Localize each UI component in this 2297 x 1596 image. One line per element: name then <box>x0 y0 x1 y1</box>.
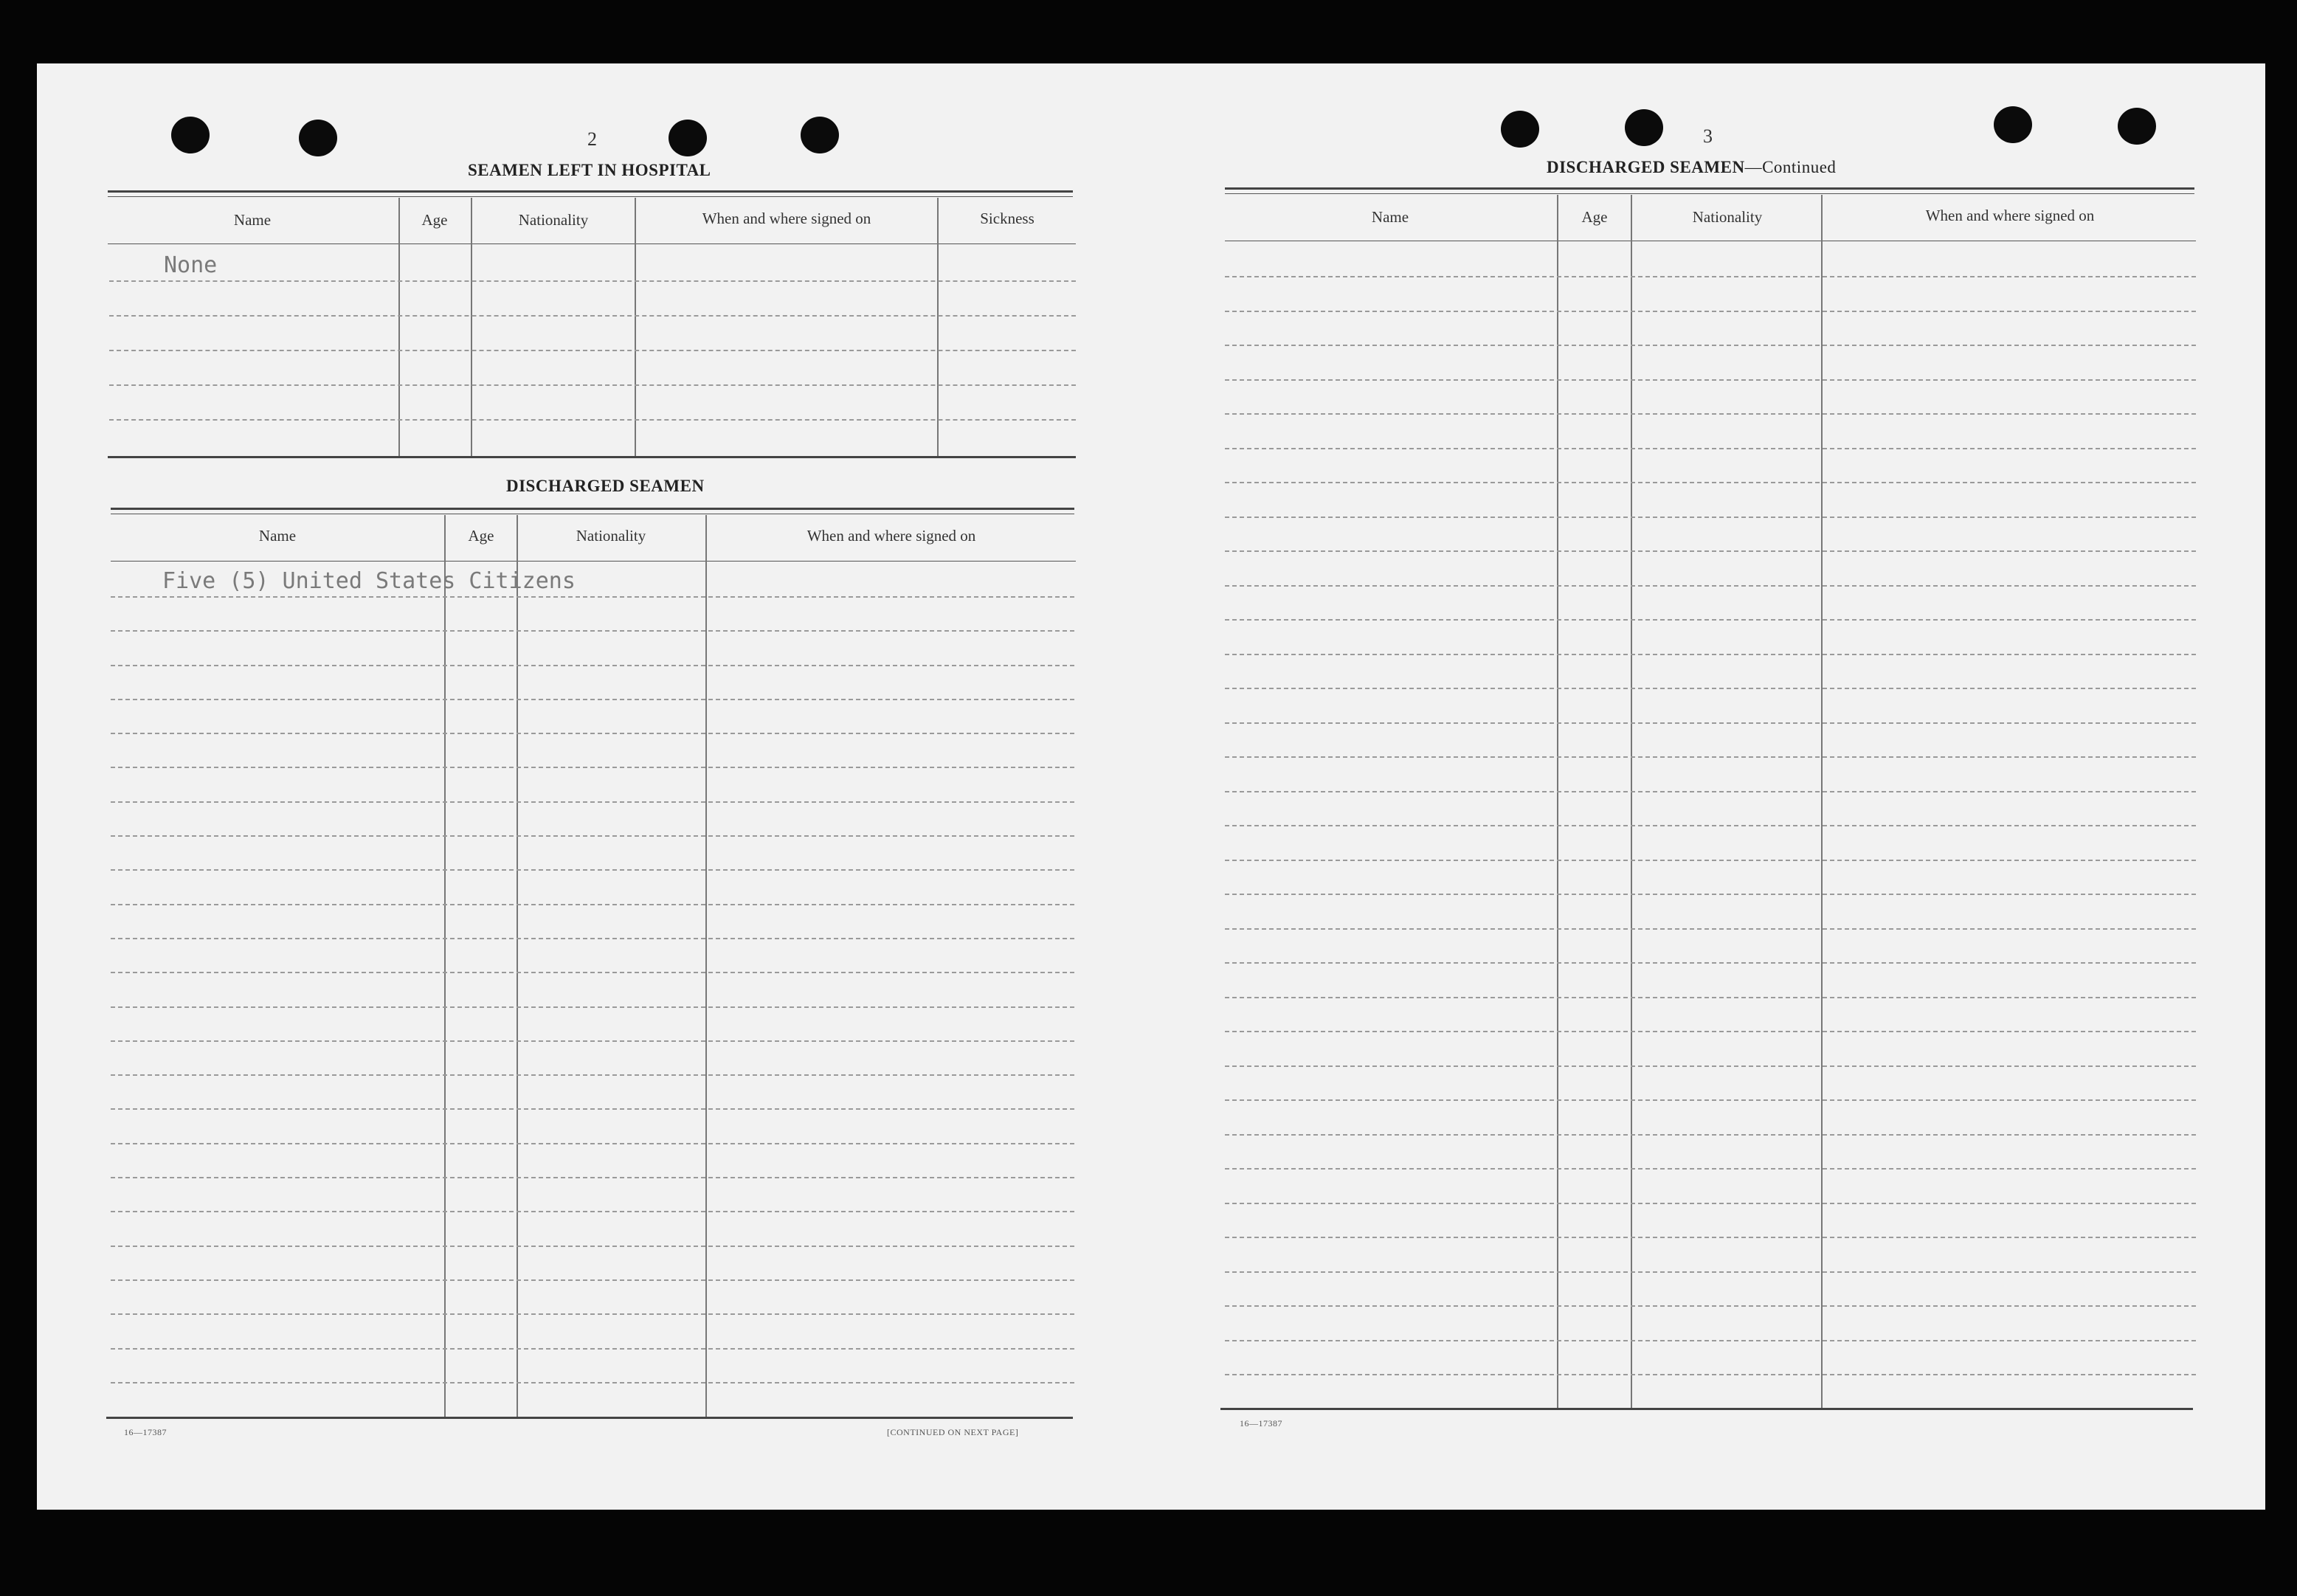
row-ruling-line <box>111 733 1074 734</box>
discharged-header-rule <box>111 561 1076 562</box>
row-ruling-line <box>111 1211 1074 1212</box>
discharged-col-divider <box>517 515 518 1417</box>
row-ruling-line <box>111 630 1074 632</box>
right-table-title <box>1547 158 1836 177</box>
punch-hole <box>299 120 337 156</box>
hospital-header-sickness: Sickness <box>980 210 1034 227</box>
row-ruling-line <box>109 315 1076 317</box>
hospital-top-rule-2 <box>108 196 1073 197</box>
row-ruling-line <box>1225 1237 2196 1238</box>
right-col-divider <box>1557 195 1558 1409</box>
row-ruling-line <box>111 904 1074 905</box>
row-ruling-line <box>111 767 1074 768</box>
row-ruling-line <box>111 835 1074 837</box>
hospital-table-title: SEAMEN LEFT IN HOSPITAL <box>468 161 711 179</box>
form-number-left: 16—17387 <box>124 1427 167 1437</box>
row-ruling-line <box>1225 997 2196 998</box>
row-ruling-line <box>1225 413 2196 415</box>
hospital-header-name: Name <box>233 211 272 229</box>
punch-hole <box>1501 111 1539 148</box>
right-top-rule <box>1225 187 2194 190</box>
right-header-age: Age <box>1581 208 1608 226</box>
row-ruling-line <box>1225 379 2196 381</box>
row-ruling-line <box>1225 1168 2196 1170</box>
punch-hole <box>1625 109 1663 146</box>
row-ruling-line <box>111 1279 1074 1281</box>
right-header-nationality: Nationality <box>1692 208 1763 226</box>
row-ruling-line <box>111 596 1074 598</box>
row-ruling-line <box>109 350 1076 351</box>
right-top-rule-2 <box>1225 193 2194 194</box>
punch-hole <box>2118 108 2156 145</box>
continued-note: [CONTINUED ON NEXT PAGE] <box>887 1427 1019 1437</box>
row-ruling-line <box>1225 1065 2196 1067</box>
row-ruling-line <box>111 1006 1074 1008</box>
row-ruling-line <box>1225 1134 2196 1136</box>
row-ruling-line <box>111 1246 1074 1247</box>
row-ruling-line <box>111 972 1074 973</box>
row-ruling-line <box>1225 585 2196 587</box>
row-ruling-line <box>1225 1340 2196 1341</box>
row-ruling-line <box>111 1040 1074 1042</box>
hospital-top-rule <box>108 190 1073 193</box>
row-ruling-line <box>111 869 1074 871</box>
row-ruling-line <box>111 1074 1074 1076</box>
hospital-header-age: Age <box>421 211 448 229</box>
row-ruling-line <box>1225 619 2196 621</box>
right-col-divider <box>1631 195 1632 1409</box>
row-ruling-line <box>1225 345 2196 346</box>
row-ruling-line <box>1225 688 2196 689</box>
discharged-table-title: DISCHARGED SEAMEN <box>506 477 705 495</box>
row-ruling-line <box>111 1177 1074 1178</box>
row-ruling-line <box>1225 448 2196 449</box>
row-ruling-line <box>1225 654 2196 655</box>
hospital-col-divider <box>937 198 939 456</box>
discharged-header-age: Age <box>468 527 494 545</box>
punch-hole <box>801 117 839 153</box>
row-ruling-line <box>1225 860 2196 861</box>
row-ruling-line <box>111 801 1074 803</box>
row-ruling-line <box>111 1382 1074 1383</box>
row-ruling-line <box>111 1143 1074 1144</box>
row-ruling-line <box>111 1313 1074 1315</box>
hospital-col-divider <box>471 198 472 456</box>
row-ruling-line <box>111 699 1074 700</box>
form-number-right: 16—17387 <box>1240 1418 1282 1429</box>
row-ruling-line <box>1225 1099 2196 1101</box>
row-ruling-line <box>111 1348 1074 1350</box>
right-header-name: Name <box>1371 208 1409 226</box>
row-ruling-line <box>1225 962 2196 964</box>
right-table-title-bold: DISCHARGED SEAMEN <box>1547 158 1745 176</box>
right-col-divider <box>1821 195 1823 1409</box>
row-ruling-line <box>1225 550 2196 552</box>
hospital-header-rule <box>108 243 1076 244</box>
discharged-col-divider <box>705 515 707 1417</box>
row-ruling-line <box>109 280 1076 282</box>
hospital-entry-text: None <box>164 252 218 278</box>
discharged-bottom-rule <box>106 1417 1073 1419</box>
hospital-header-signed-on: When and where signed on <box>702 210 871 227</box>
row-ruling-line <box>1225 825 2196 826</box>
row-ruling-line <box>1225 1031 2196 1032</box>
discharged-col-divider <box>444 515 446 1417</box>
page-number-right: 3 <box>1703 125 1713 147</box>
row-ruling-line <box>111 1108 1074 1110</box>
row-ruling-line <box>1225 1203 2196 1204</box>
discharged-header-nationality: Nationality <box>576 527 646 545</box>
row-ruling-line <box>109 419 1076 421</box>
row-ruling-line <box>111 665 1074 666</box>
row-ruling-line <box>1225 791 2196 792</box>
row-ruling-line <box>1225 894 2196 895</box>
right-header-signed-on: When and where signed on <box>1925 207 2095 224</box>
right-table-title-suffix: —Continued <box>1744 158 1837 176</box>
discharged-top-rule <box>111 508 1074 510</box>
row-ruling-line <box>1225 482 2196 483</box>
page-number-left: 2 <box>587 128 597 150</box>
right-bottom-rule <box>1220 1408 2193 1410</box>
row-ruling-line <box>1225 756 2196 758</box>
row-ruling-line <box>1225 276 2196 277</box>
discharged-header-signed-on: When and where signed on <box>806 527 976 545</box>
hospital-header-nationality: Nationality <box>518 211 589 229</box>
row-ruling-line <box>1225 722 2196 724</box>
row-ruling-line <box>1225 928 2196 930</box>
punch-hole <box>171 117 210 153</box>
discharged-header-name: Name <box>258 527 297 545</box>
hospital-col-divider <box>398 198 400 456</box>
punch-hole <box>1994 106 2032 143</box>
punch-hole <box>669 120 707 156</box>
hospital-bottom-rule <box>108 456 1076 458</box>
row-ruling-line <box>109 384 1076 386</box>
row-ruling-line <box>1225 1374 2196 1375</box>
row-ruling-line <box>1225 1271 2196 1273</box>
discharged-entry-text: Five (5) United States Citizens <box>162 568 576 594</box>
row-ruling-line <box>1225 517 2196 518</box>
row-ruling-line <box>1225 1305 2196 1307</box>
hospital-col-divider <box>635 198 636 456</box>
row-ruling-line <box>111 938 1074 939</box>
row-ruling-line <box>1225 311 2196 312</box>
